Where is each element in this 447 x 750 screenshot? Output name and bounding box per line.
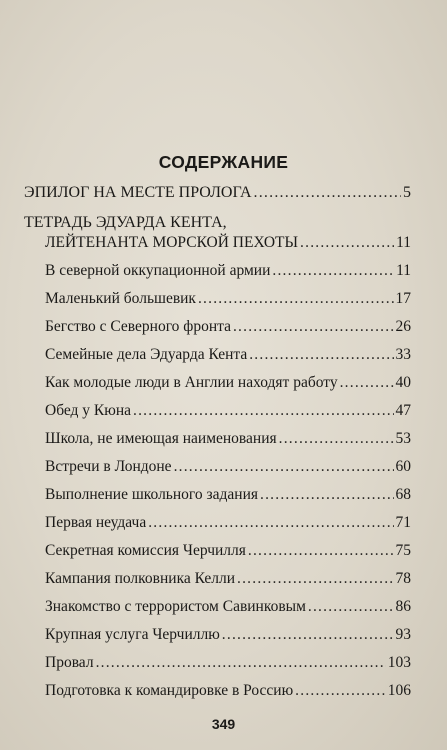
toc-entry-page: 5 <box>403 184 411 201</box>
toc-leader-dots <box>248 542 394 560</box>
toc-entry[interactable] <box>45 542 411 560</box>
page-number: 349 <box>211 716 236 732</box>
toc-entry-title: Выполнение школьного задания <box>45 486 259 503</box>
toc-entry-title: Как молодые люди в Англии находят работу <box>45 374 338 391</box>
bleed-through-text <box>18 120 435 136</box>
toc-entry-title: Первая неудача <box>45 514 147 531</box>
toc-entry-title: Бегство с Северного фронта <box>45 318 231 335</box>
toc-entry-title-line2: ЛЕЙТЕНАНТА МОРСКОЙ ПЕХОТЫ <box>45 234 299 251</box>
toc-entry[interactable] <box>45 570 411 588</box>
toc-entry-page: 47 <box>395 402 411 419</box>
toc-entry-page: 17 <box>395 290 411 307</box>
toc-entry-title: Провал <box>45 654 94 671</box>
bleed-through-text <box>18 72 435 88</box>
toc-leader-dots <box>237 570 393 588</box>
bleed-through-text <box>18 28 435 44</box>
toc-leader-dots <box>148 514 393 532</box>
toc-heading: СОДЕРЖАНИЕ <box>158 152 289 172</box>
toc-leader-dots <box>174 458 394 476</box>
toc-entry-page: 93 <box>395 626 411 643</box>
toc-leader-dots <box>222 626 394 644</box>
toc-entry-title: Знакомство с террористом Савинковым <box>45 598 306 615</box>
toc-entry-page: 33 <box>395 346 411 363</box>
toc-leader-dots <box>295 682 386 700</box>
toc-entry-page: 78 <box>395 570 411 587</box>
toc-entry-title: Семейные дела Эдуарда Кента <box>45 346 248 363</box>
toc-entry-title: Школа, не имеющая наименования <box>45 430 277 447</box>
toc-entry-page: 86 <box>395 598 411 615</box>
toc-leader-dots <box>198 290 394 308</box>
toc-entry[interactable] <box>45 654 411 672</box>
toc-leader-dots <box>260 486 393 504</box>
toc-entry-title: Маленький большевик <box>45 290 196 307</box>
toc-entry-title: Кампания полковника Келли <box>45 570 236 587</box>
toc-entry[interactable] <box>45 290 411 308</box>
toc-leader-dots <box>96 654 386 672</box>
toc-entry[interactable] <box>45 626 411 644</box>
toc-entry[interactable] <box>45 346 411 364</box>
toc-entry-page: 11 <box>396 262 411 279</box>
toc-leader-dots <box>272 262 394 280</box>
toc-entry-title-line1: ТЕТРАДЬ ЭДУАРДА КЕНТА, <box>24 214 227 231</box>
toc-entry-title: ЭПИЛОГ НА МЕСТЕ ПРОЛОГА <box>24 184 252 201</box>
toc-entry[interactable] <box>45 682 411 700</box>
toc-entry-title: Секретная комиссия Черчилля <box>45 542 246 559</box>
toc-entry[interactable] <box>24 184 411 202</box>
toc-entry[interactable] <box>45 458 411 476</box>
toc-entry-page: 75 <box>395 542 411 559</box>
toc-entry-title: Крупная услуга Черчиллю <box>45 626 220 643</box>
toc-entry-page: 106 <box>387 682 411 699</box>
toc-entry-title: Подготовка к командировке в Россию <box>45 682 294 699</box>
toc-entry-page: 26 <box>395 318 411 335</box>
toc-entry[interactable] <box>45 318 411 336</box>
toc-entry-page: 40 <box>395 374 411 391</box>
toc-entry-title: Обед у Кюна <box>45 402 132 419</box>
toc-leader-dots <box>254 184 401 202</box>
toc-entry-page: 60 <box>395 458 411 475</box>
toc-leader-dots <box>308 598 394 616</box>
toc-entry[interactable] <box>45 486 411 504</box>
toc-entry-part-heading <box>24 214 411 232</box>
toc-leader-dots <box>249 346 393 364</box>
toc-entry-page: 11 <box>396 234 411 251</box>
toc-entry[interactable] <box>45 598 411 616</box>
toc-entry[interactable] <box>45 374 411 392</box>
toc-leader-dots <box>133 402 393 420</box>
toc-entry[interactable] <box>45 430 411 448</box>
toc-entry-title: В северной оккупационной армии <box>45 262 271 279</box>
toc-entry-title: Встречи в Лондоне <box>45 458 172 475</box>
toc-entry-page: 103 <box>387 654 411 671</box>
toc-entry-page: 68 <box>395 486 411 503</box>
toc-entry[interactable] <box>45 402 411 420</box>
toc-entry[interactable] <box>45 514 411 532</box>
toc-entry-page: 71 <box>395 514 411 531</box>
toc-leader-dots <box>340 374 394 392</box>
toc-leader-dots <box>300 234 394 252</box>
toc-entry-page: 53 <box>395 430 411 447</box>
toc-entry[interactable] <box>24 234 411 252</box>
toc-leader-dots <box>279 430 394 448</box>
toc-entry[interactable] <box>45 262 411 280</box>
bleed-through-text <box>18 96 435 112</box>
toc-leader-dots <box>233 318 394 336</box>
